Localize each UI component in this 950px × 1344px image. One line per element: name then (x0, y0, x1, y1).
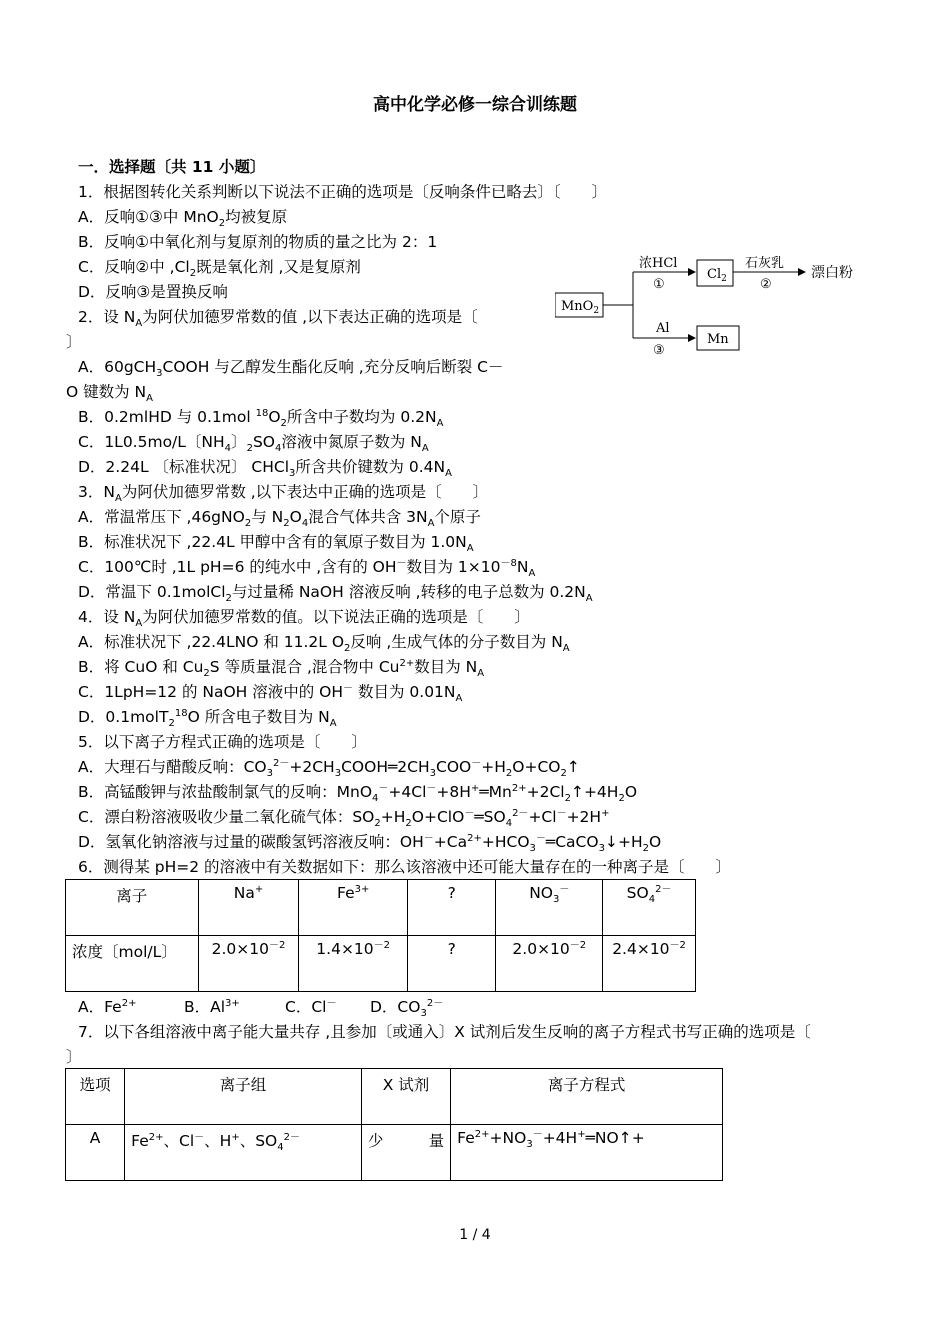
q1-option-d: D．反响③是置换反响 (78, 283, 228, 301)
q6-option-a: A．$Fe^{2+}$ (78, 997, 137, 1016)
q2-option-a: A．60gCH$_3$COOH 与乙醇发生酯化反响 ,充分反响后断裂 C－ (78, 358, 504, 380)
q1-option-c: C．反响②中 $,Cl_2$既是氧化剂 ,又是复原剂 (78, 258, 361, 280)
q3-option-b: B．标准状况下 ,22.4L 甲醇中含有的氧原子数目为 $1.0N_A$ (78, 533, 474, 555)
table-cell: $2.4\times 10^{-2}$ (603, 936, 696, 992)
q5-option-d: D．氢氧化钠溶液与过量的碳酸氢钙溶液反响：$OH^-+Ca^{2+}+HCO_3^-═CaCO_3↓+H_2O$ (78, 832, 662, 855)
q4-option-d: D．0.1molT$_2^{18}$O 所含电子数目为 $N_A$ (78, 707, 337, 730)
q2-option-b: B．0.2mlHD 与 0.1mol $^{18}O_2$所含中子数均为 $0.2N_A$ (78, 407, 444, 430)
table-cell: $2.0\times 10^{-2}$ (496, 936, 603, 992)
page-number: 1 / 4 (459, 1227, 491, 1243)
lime-label: 石灰乳 (745, 256, 785, 271)
page-title: 高中化学必修一综合训练题 (373, 95, 577, 115)
q7-ion-table (65, 1068, 723, 1181)
table-cell: 少 量 (361, 1125, 450, 1181)
q6-option-c: C．Cl－ (285, 997, 337, 1016)
q5-stem: 5．以下离子方程式正确的选项是〔 〕 (78, 733, 367, 751)
q6-option-b: B．$Al^{3+}$ (184, 997, 240, 1016)
table-row (66, 880, 696, 936)
table-header-cell: X 试剂 (361, 1069, 450, 1125)
q7-stem: 7．以下各组溶液中离子能大量共存 ,且参加〔或通入〕X 试剂后发生反响的离子方程式书写正确的选项是〔 (78, 1023, 811, 1041)
cl2-label: $Cl_2$ (707, 267, 727, 284)
table-header-cell: $SO_4^{2-}$ (603, 880, 696, 936)
q4-option-b: B．将 CuO 和 $Cu_2S$ 等质量混合 ,混合物中 $Cu^{2+}$数目为 $N_A$ (78, 657, 485, 680)
table-header-cell: $Fe^{3+}$ (299, 880, 408, 936)
table-header-cell: Na+ (198, 880, 299, 936)
table-header-cell: $NO_3^-$ (496, 880, 603, 936)
q4-stem: 4．设 $N_A$为阿伏加德罗常数的值。以下说法正确的选项是〔 〕 (78, 608, 530, 630)
q3-stem: 3．$N_A$为阿伏加德罗常数 ,以下表达中正确的选项是〔 〕 (78, 483, 489, 505)
table-header-cell: 离子组 (125, 1069, 362, 1125)
q6-stem: 6．测得某 pH=2 的溶液中有关数据如下：那么该溶液中还可能大量存在的一种离子是〔 〕 (78, 858, 732, 876)
table-row (66, 936, 696, 992)
q5-option-b: B．高锰酸钾与浓盐酸制氯气的反响：$MnO_4^-+4Cl^-+8H^+═Mn^{2+}+2Cl_2↑+4H_2O$ (78, 782, 638, 805)
q5-option-a: A．大理石与醋酸反响：$CO_3^{2-}+2CH_3COOH═2CH_3COO^-+H_2O+CO_2↑$ (78, 757, 580, 780)
table-header-cell: 选项 (66, 1069, 125, 1125)
q2-stem-cont: 〕 (66, 333, 82, 351)
q2-option-c: C．1L0.5mo/L〔$NH_4$〕$_2SO_4$溶液中氮原子数为 $N_A$ (78, 433, 429, 455)
q6-ion-table (65, 879, 696, 992)
q3-option-d: D．常温下 0.1molCl$_2$与过量稀 NaOH 溶液反响 ,转移的电子总数为 $0.2N_A$ (78, 583, 593, 605)
q5-option-c: C．漂白粉溶液吸收少量二氧化硫气体：$SO_2+H_2O+ClO^-═SO_4^{2-}+Cl^-+2H^+$ (78, 807, 610, 830)
mn-label: Mn (707, 332, 729, 347)
table-cell: ? (408, 936, 496, 992)
table-row (66, 1125, 723, 1181)
table-header-cell: ? (408, 880, 496, 936)
q2-stem: 2．设 $N_A$为阿伏加德罗常数的值 ,以下表达正确的选项是〔 (78, 308, 478, 330)
table-cell: $1.4\times 10^{-2}$ (299, 936, 408, 992)
step-1-label: ① (653, 277, 665, 292)
q3-option-c: C．100℃时 ,1L pH=6 的纯水中 ,含有的 OH－数目为 $1\times 10^{-8}N_A$ (78, 557, 536, 580)
q1-option-b: B．反响①中氧化剂与复原剂的物质的量之比为 2：1 (78, 233, 438, 251)
table-cell: 浓度〔mol/L〕 (66, 936, 199, 992)
q7-stem-cont: 〕 (66, 1048, 82, 1066)
q1-stem: 1．根据图转化关系判断以下说法不正确的选项是〔反响条件已略去〕〔 〕 (78, 183, 608, 201)
q4-option-a: A．标准状况下 ,22.4LNO 和 11.2L $O_2$反响 ,生成气体的分子数目为 $N_A$ (78, 633, 570, 655)
section-heading: 一．选择题〔共 11 小题〕 (78, 158, 266, 176)
table-cell: A (66, 1125, 125, 1181)
table-row (66, 1069, 723, 1125)
table-header-cell: 离子 (66, 880, 199, 936)
q2-option-a-cont: O 键数为 $N_A$ (66, 383, 153, 405)
step-3-label: ③ (653, 343, 665, 358)
q4-option-c: C．1LpH=12 的 NaOH 溶液中的 OH－ 数目为 $0.01N_A$ (78, 682, 463, 705)
table-cell: $Fe^{2+}$、Cl－、H+、$SO_4^{2-}$ (125, 1125, 362, 1181)
table-cell: $Fe^{2+}+NO_3^-+4H^+═NO↑+$ (451, 1125, 723, 1181)
q2-option-d: D．2.24L 〔标准状况〕 CHCl$_3$所含共价键数为 $0.4N_A$ (78, 458, 452, 480)
step-2-label: ② (760, 277, 772, 292)
conversion-diagram (555, 250, 875, 360)
table-header-cell: 离子方程式 (451, 1069, 723, 1125)
q6-option-d: D．$CO_3^{2-}$ (370, 997, 444, 1020)
q3-option-a: A．常温常压下 ,46gNO$_2$与 $N_2O_4$混合气体共含 $3N_A$个原子 (78, 508, 481, 530)
hcl-label: 浓HCl (639, 256, 678, 271)
table-cell: $2.0\times 10^{-2}$ (198, 936, 299, 992)
al-label: Al (656, 321, 670, 336)
mno2-label: MnO$_2$ (561, 299, 600, 316)
bleach-label: 漂白粉 (811, 265, 853, 281)
q1-option-a: A．反响①③中 MnO$_2$均被复原 (78, 208, 288, 230)
